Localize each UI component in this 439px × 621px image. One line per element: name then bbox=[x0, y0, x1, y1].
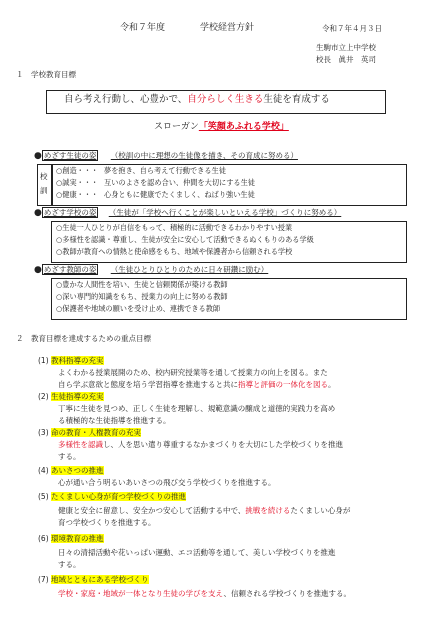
kokun-item bbox=[56, 190, 255, 200]
goal-text-after: 生徒を育成する bbox=[263, 94, 330, 105]
goal-number: (7) bbox=[38, 575, 49, 584]
goal-title-text: あいさつの推進 bbox=[51, 466, 104, 475]
goal-line-end: 。 bbox=[328, 380, 336, 389]
goal-number: (1) bbox=[38, 356, 49, 365]
goal-red-text: 多様性を認識 bbox=[58, 440, 103, 449]
goal-red-text: 学校・家庭・地域が一体となり生徒の学びを支え bbox=[58, 589, 224, 598]
goal-title-text: 環境教育の推進 bbox=[51, 534, 104, 543]
kokun-label: 校訓 bbox=[40, 172, 48, 196]
school-label: めざす学校の姿 bbox=[43, 208, 97, 217]
school-heading bbox=[34, 207, 341, 219]
goal-line bbox=[58, 589, 351, 599]
kokun-desc: 心身ともに健康でたくましく、ねばり強い生徒 bbox=[104, 190, 255, 199]
goal-title bbox=[38, 428, 141, 438]
section2-heading: ２ 教育目標を達成するための重点目標 bbox=[16, 334, 151, 343]
kokun-name: ○誠実・・・ bbox=[56, 178, 99, 187]
goal-title-text: 地域とともにある学校づくり bbox=[51, 575, 149, 584]
teacher-heading bbox=[34, 264, 268, 276]
teacher-item: ○保護者や地域の願いを受け止め、連携できる教師 bbox=[56, 304, 221, 313]
goal-number: (5) bbox=[38, 492, 49, 501]
kokun-desc: 夢を抱き、自ら考えて行動できる生徒 bbox=[104, 166, 226, 175]
student-heading bbox=[34, 150, 298, 162]
goal-line bbox=[58, 440, 343, 450]
goal-title bbox=[38, 466, 104, 476]
goal-title-text: 命の教育・人権教育の充実 bbox=[51, 428, 142, 437]
goal-title bbox=[38, 492, 186, 502]
bullet-icon: ● bbox=[34, 208, 42, 218]
principal-name: 校長 眞井 英司 bbox=[316, 55, 376, 64]
goal-title-text: たくましい心身が育つ学校づくりの推進 bbox=[51, 492, 187, 501]
school-item: ○生徒一人ひとりが自信をもって、積極的に活動できるわかりやすい授業 bbox=[56, 223, 293, 232]
slogan-text: 「笑顔あふれる学校」 bbox=[198, 122, 289, 132]
school-item: ○教師が教育への情熱と使命感をもち、地域や保護者から信頼される学校 bbox=[56, 247, 293, 256]
doc-title: 学校経営方針 bbox=[200, 23, 255, 33]
goal-red-text: 挑戦を続ける bbox=[245, 506, 291, 515]
goal-line-text: たくましい心身が bbox=[290, 506, 351, 515]
goal-number: (3) bbox=[38, 428, 49, 437]
school-name: 生駒市立上中学校 bbox=[316, 43, 376, 52]
goal-line-text: 健康と安全に留意し、安全かつ安心して活動する中で、 bbox=[58, 506, 246, 515]
goal-line: 心が通い合う明るいあいさつの飛び交う学校づくりを推進する。 bbox=[58, 478, 276, 487]
goal-title bbox=[38, 392, 104, 402]
goal-line: する。 bbox=[58, 560, 81, 569]
school-note: （生徒が「学校へ行くことが楽しいといえる学校」づくりに努める） bbox=[108, 208, 342, 217]
goal-number: (2) bbox=[38, 392, 49, 401]
goal-title-text: 生徒指導の充実 bbox=[51, 392, 104, 401]
goal-number: (4) bbox=[38, 466, 49, 475]
school-item: ○多様性を認識・尊重し、生徒が安全に安心して活動できるぬくもりのある学級 bbox=[56, 235, 314, 244]
goal-line: 丁寧に生徒を見つめ、正しく生徒を理解し、規範意識の醸成と道徳的実践力を高め bbox=[58, 404, 336, 413]
goal-title bbox=[38, 575, 149, 585]
doc-date: 令和７年４月３日 bbox=[322, 24, 382, 33]
goal-line-text: 自ら学ぶ意欲と態度を培う学習指導を推進すると共に bbox=[58, 380, 238, 389]
student-note: （校訓の中に理想の生徒像を描き、その育成に努める） bbox=[110, 151, 298, 160]
bullet-icon: ● bbox=[34, 151, 42, 161]
teacher-note: （生徒ひとりひとりのために日々研鑽に励む） bbox=[110, 265, 269, 274]
goal-title bbox=[38, 534, 104, 544]
goal-title bbox=[38, 356, 104, 366]
teacher-item: ○深い専門的知識をもち、授業力の向上に努める教師 bbox=[56, 292, 228, 301]
slogan-label: スローガン bbox=[154, 122, 199, 132]
goal-line: る積極的な生徒指導を推進する。 bbox=[58, 416, 171, 425]
goal-red-text: 指導と評価の一体化を図る bbox=[238, 380, 328, 389]
goal-text-red: 自分らしく生きる bbox=[187, 94, 264, 105]
goal-line: 育つ学校づくりを推進する。 bbox=[58, 518, 156, 527]
goal-line: する。 bbox=[58, 452, 81, 461]
student-label: めざす生徒の姿 bbox=[43, 151, 97, 160]
teacher-item: ○豊かな人間性を培い、生徒と信頼関係が築ける教師 bbox=[56, 280, 228, 289]
school-goal bbox=[64, 94, 330, 107]
kokun-desc: 互いのよさを認め合い、仲間を大切にする生徒 bbox=[104, 178, 255, 187]
bullet-icon: ● bbox=[34, 265, 42, 275]
goal-line-text: し、人を思い遣り尊重するなかまづくりを大切にした学校づくりを推進 bbox=[103, 440, 343, 449]
goal-number: (6) bbox=[38, 534, 49, 543]
goal-line bbox=[58, 380, 336, 390]
goal-title-text: 教科指導の充実 bbox=[51, 356, 104, 365]
goal-line: 日々の清掃活動や花いっぱい運動、エコ活動等を通して、美しい学校づくりを推進 bbox=[58, 548, 336, 557]
teacher-label: めざす教師の姿 bbox=[43, 265, 97, 274]
kokun-name: ○創造・・・ bbox=[56, 166, 99, 175]
goal-line: よくわかる授業展開のため、校内研究授業等を通して授業力の向上を図る。また bbox=[58, 368, 328, 377]
kokun-name: ○健康・・・ bbox=[56, 190, 99, 199]
kokun-item bbox=[56, 178, 255, 188]
kokun-item bbox=[56, 166, 226, 176]
goal-text-before: 自ら考え行動し、心豊かで、 bbox=[64, 94, 188, 105]
section1-heading: １ 学校教育目標 bbox=[16, 70, 76, 79]
goal-line-text: 、信頼される学校づくりを推進する。 bbox=[223, 589, 351, 598]
slogan bbox=[154, 121, 289, 133]
goal-line bbox=[58, 506, 350, 516]
year-title: 令和７年度 bbox=[120, 23, 166, 33]
